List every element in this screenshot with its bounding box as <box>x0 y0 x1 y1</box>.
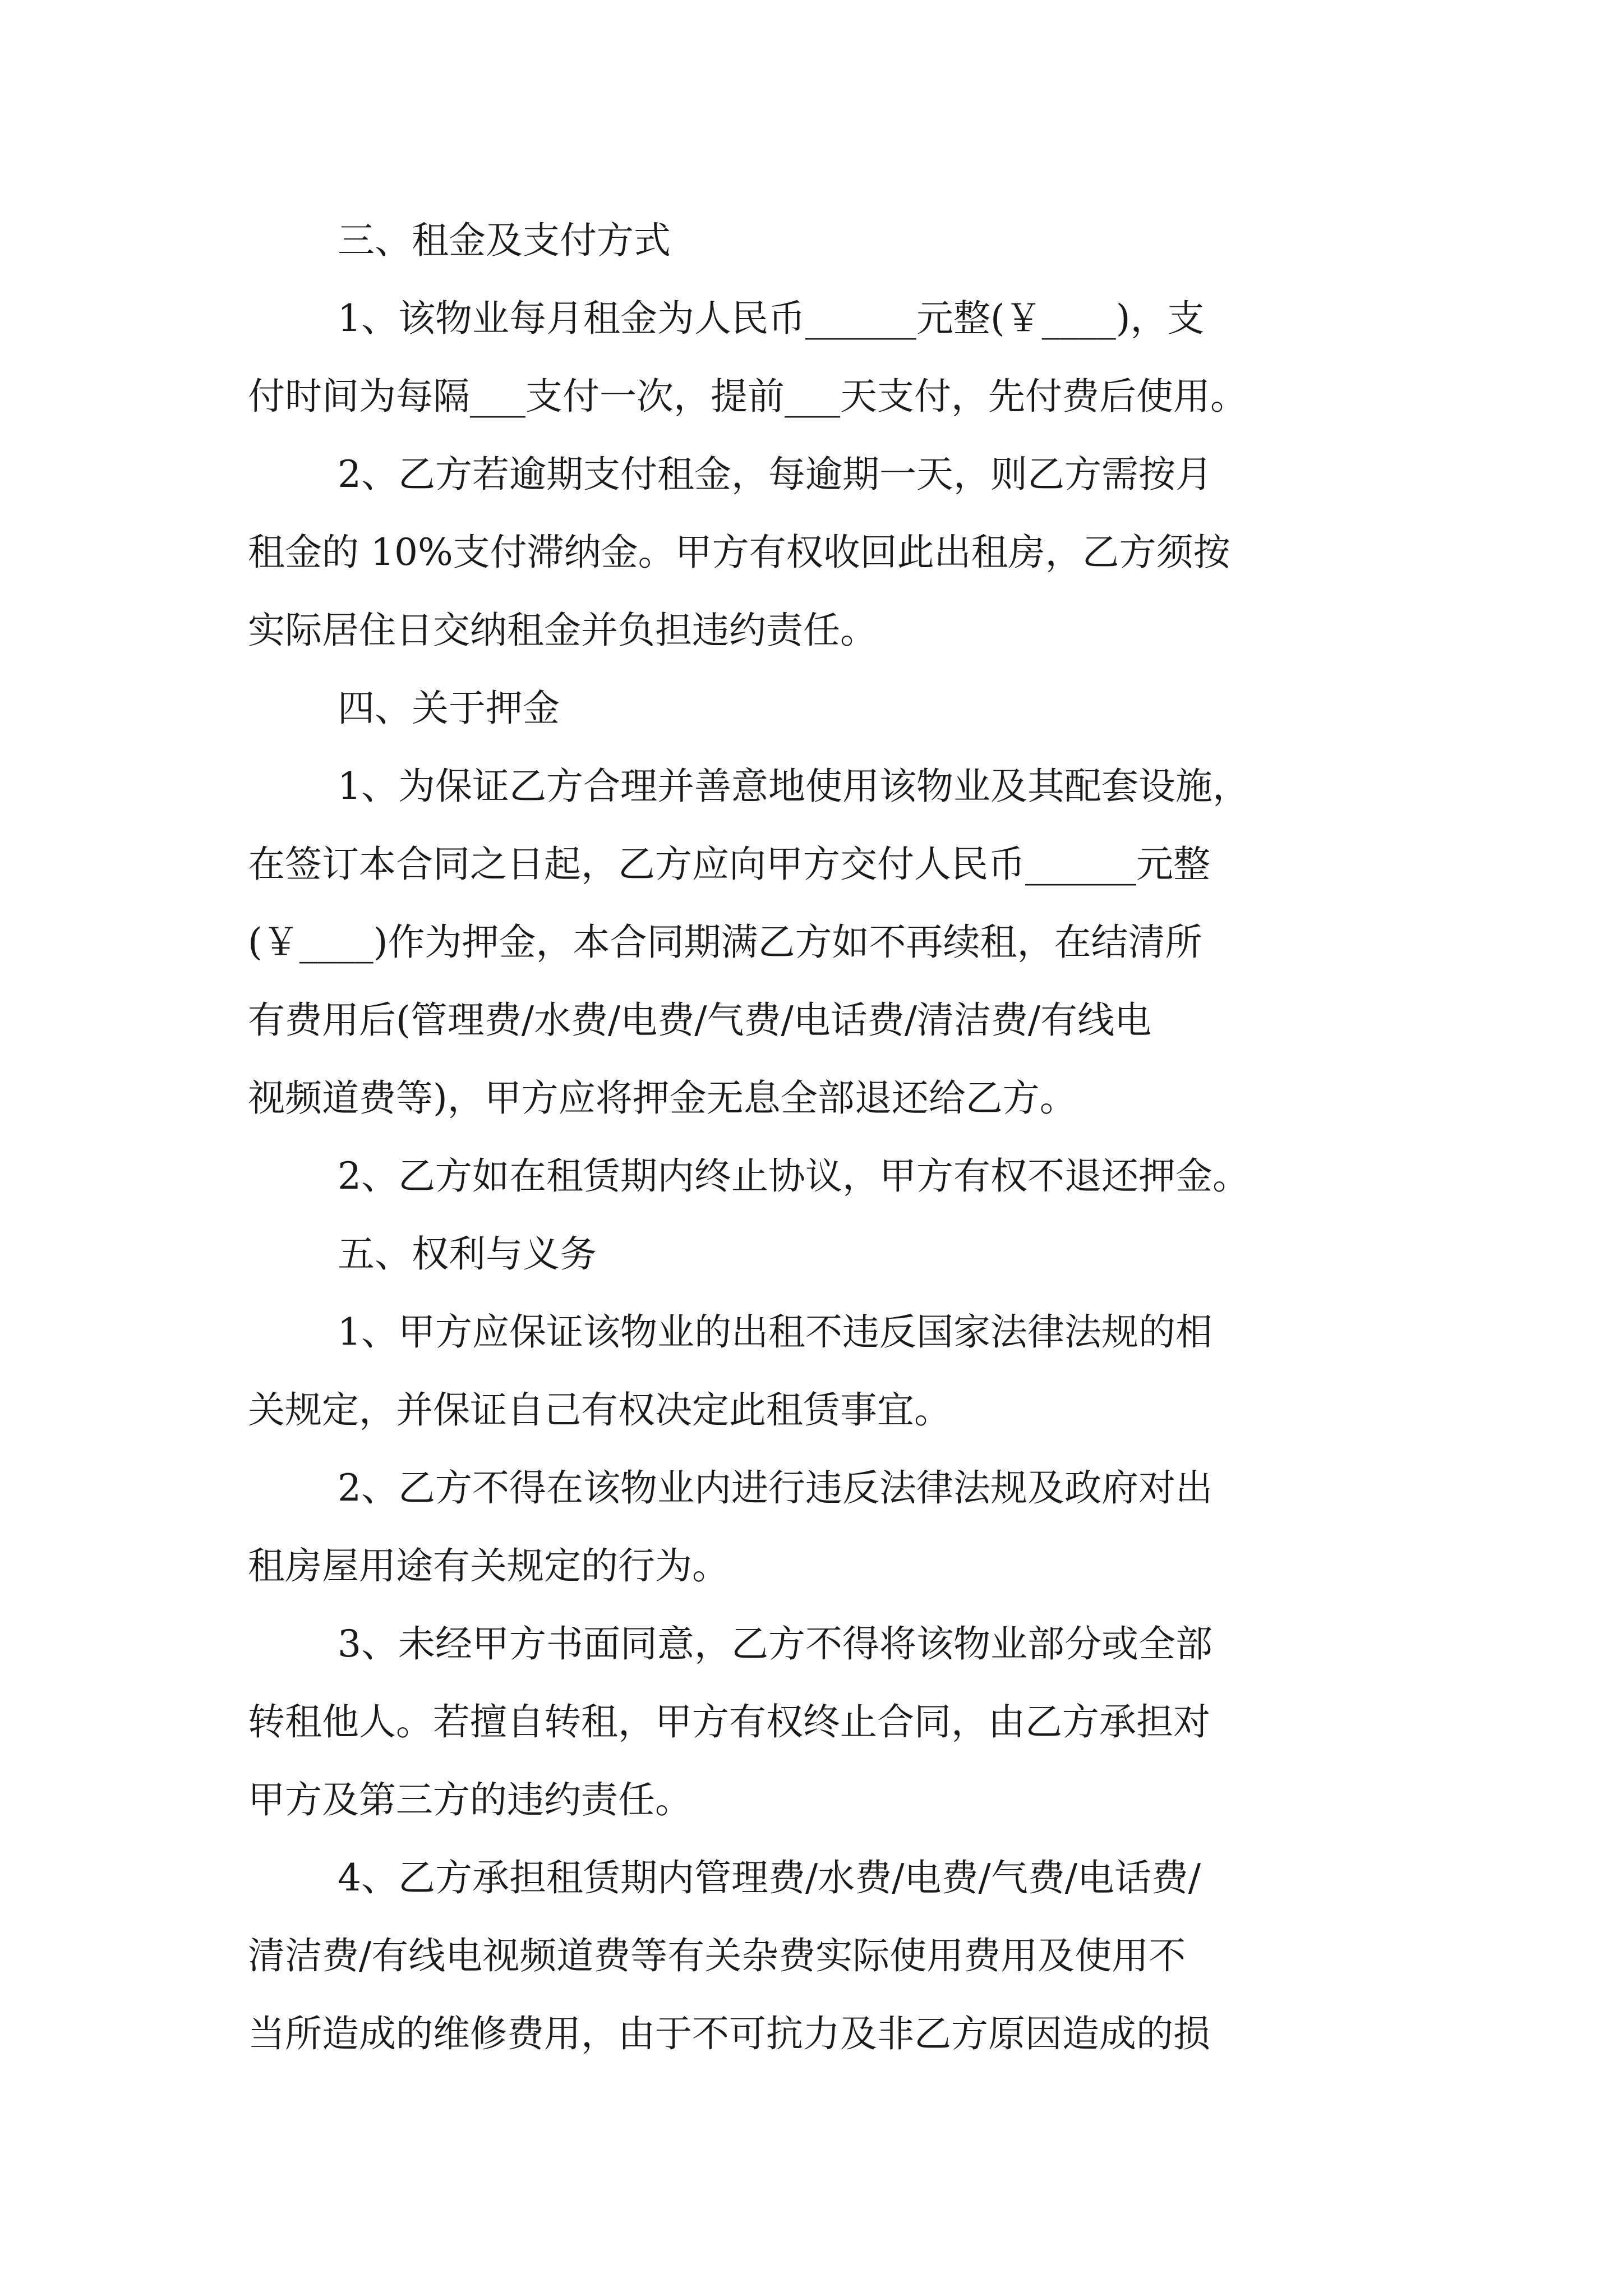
paragraph-line: 有费用后(管理费/水费/电费/气费/电话费/清洁费/有线电 <box>248 999 1152 1042</box>
paragraph-line: 转租他人。若擅自转租，甲方有权终止合同，由乙方承担对 <box>248 1700 1210 1743</box>
paragraph-line: (￥____)作为押金，本合同期满乙方如不再续租，在结清所 <box>248 921 1202 964</box>
paragraph-line: 4、乙方承担租赁期内管理费/水费/电费/气费/电话费/ <box>338 1856 1201 1899</box>
paragraph-line: 视频道费等)，甲方应将押金无息全部退还给乙方。 <box>248 1076 1077 1120</box>
paragraph-line: 当所造成的维修费用，由于不可抗力及非乙方原因造成的损 <box>248 2012 1210 2055</box>
paragraph-line: 2、乙方不得在该物业内进行违反法律法规及政府对出 <box>338 1466 1212 1510</box>
paragraph-line: 清洁费/有线电视频道费等有关杂费实际使用费用及使用不 <box>248 1934 1186 1977</box>
paragraph-line: 2、乙方如在租赁期内终止协议，甲方有权不退还押金。 <box>338 1154 1249 1198</box>
paragraph-line: 租房屋用途有关规定的行为。 <box>248 1544 729 1588</box>
section-heading-rights: 五、权利与义务 <box>338 1232 597 1276</box>
paragraph-line: 在签订本合同之日起，乙方应向甲方交付人民币______元整 <box>248 843 1210 886</box>
section-heading-rent: 三、租金及支付方式 <box>338 219 671 262</box>
paragraph-line: 1、为保证乙方合理并善意地使用该物业及其配套设施， <box>338 765 1249 808</box>
paragraph-line: 1、甲方应保证该物业的出租不违反国家法律法规的相 <box>338 1310 1212 1354</box>
paragraph-line: 2、乙方若逾期支付租金，每逾期一天，则乙方需按月 <box>338 453 1212 496</box>
paragraph-line: 1、该物业每月租金为人民币______元整(￥____)，支 <box>338 297 1205 340</box>
section-heading-deposit: 四、关于押金 <box>338 687 560 730</box>
paragraph-line: 关规定，并保证自己有权决定此租赁事宜。 <box>248 1388 951 1432</box>
paragraph-line: 3、未经甲方书面同意，乙方不得将该物业部分或全部 <box>338 1622 1212 1665</box>
paragraph-line: 租金的 10%支付滞纳金。甲方有权收回此出租房，乙方须按 <box>248 531 1230 574</box>
paragraph-line: 甲方及第三方的违约责任。 <box>248 1778 692 1821</box>
paragraph-line: 付时间为每隔___支付一次，提前___天支付，先付费后使用。 <box>248 375 1247 418</box>
paragraph-line: 实际居住日交纳租金并负担违约责任。 <box>248 609 877 652</box>
